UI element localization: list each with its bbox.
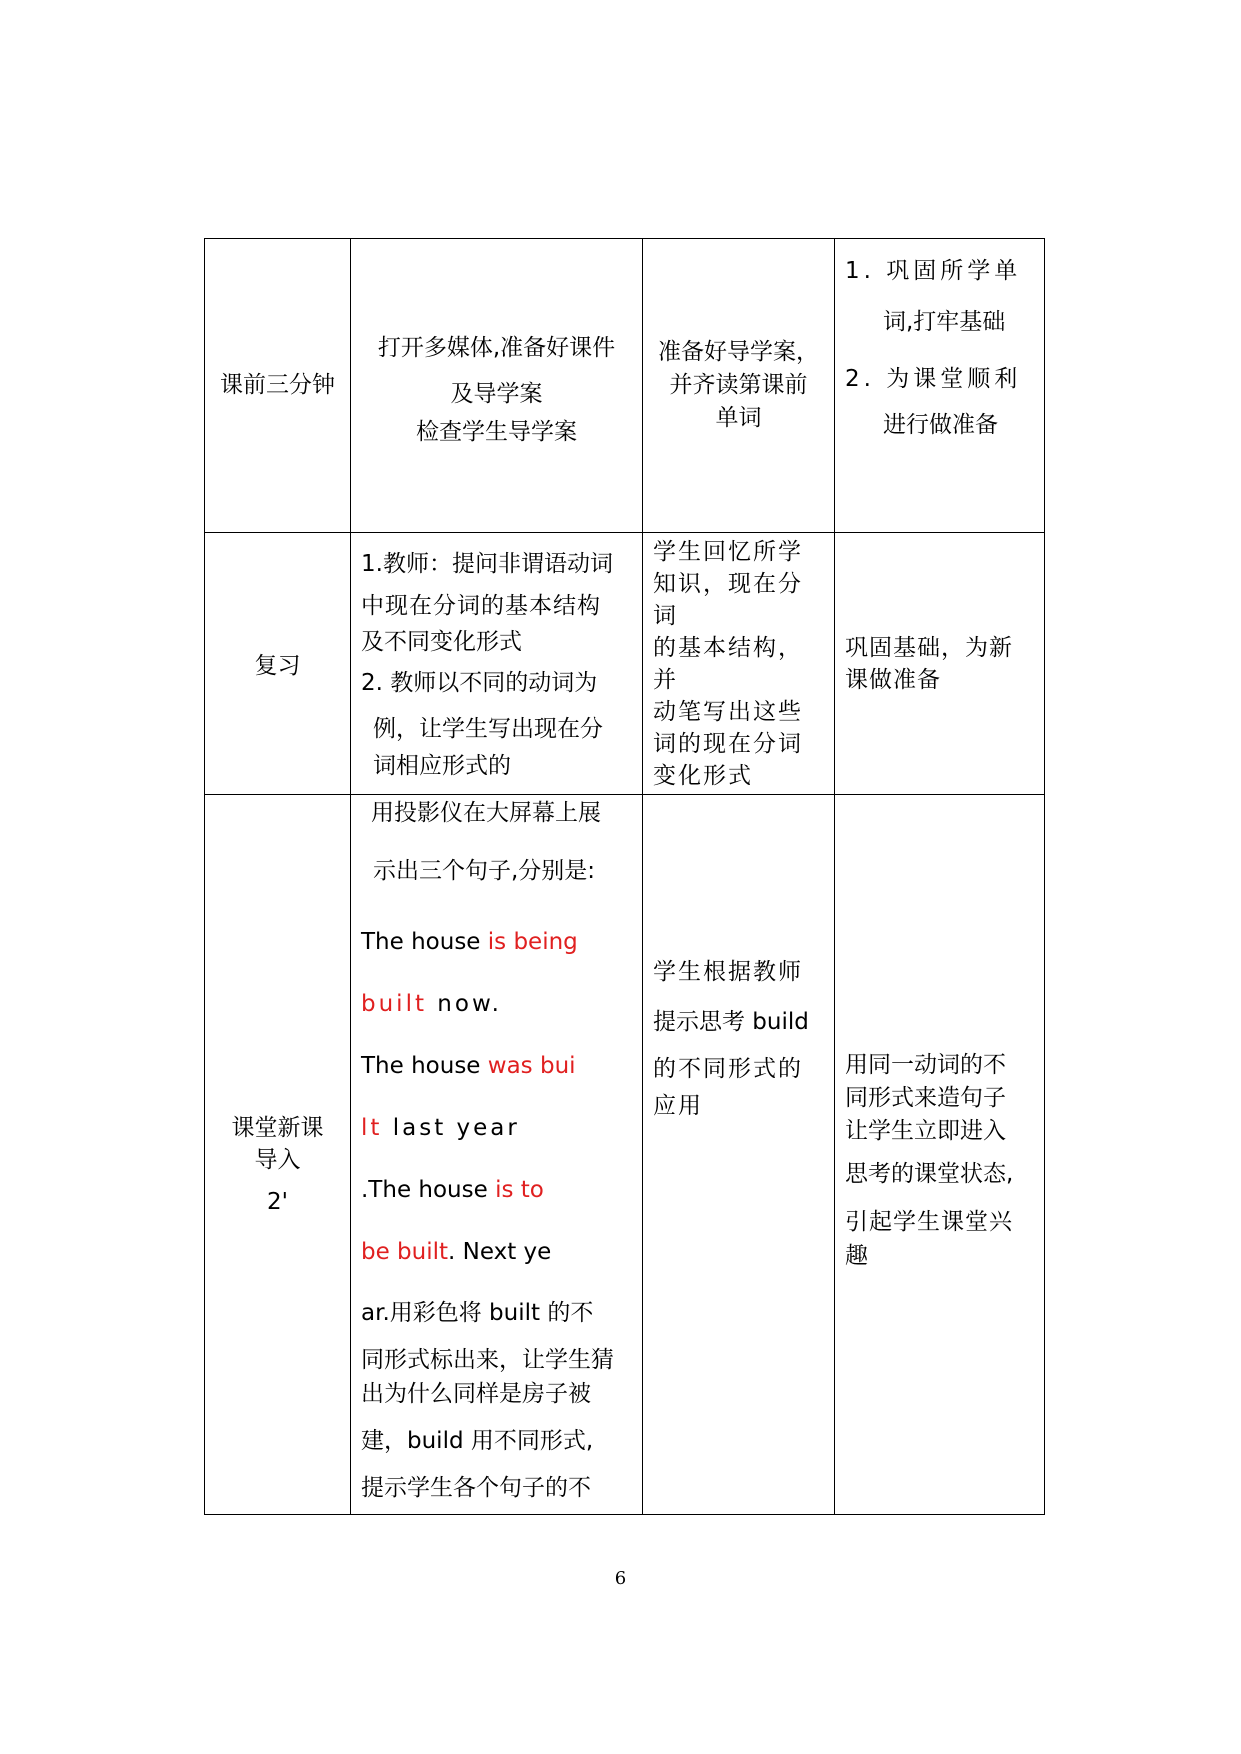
sentence-1-cont [361, 973, 632, 1035]
teacher-line: 检查学生导学案 [416, 418, 577, 445]
teacher-line: 用彩色将 built 的不 [389, 1300, 594, 1326]
highlight-verb: was bui [487, 1053, 576, 1079]
purpose-line: 2. 为课堂顺利 [845, 366, 1022, 392]
teacher-line: 1.教师：提问非谓语动词 [361, 551, 613, 577]
sentence-text: . Next ye [448, 1239, 552, 1265]
student-line: 变化形式 [653, 762, 753, 789]
teacher-line: 词相应形式的 [373, 753, 511, 779]
sentence-text: .The house [361, 1177, 496, 1203]
student-line: 应用 [653, 1093, 703, 1119]
page-number: 6 [614, 1568, 627, 1589]
sentence-2-cont [361, 1097, 632, 1159]
sentence-3 [361, 1159, 632, 1221]
sentence-1 [361, 911, 632, 973]
sentence-text: The house [361, 1053, 488, 1079]
teacher-cell [351, 533, 643, 795]
purpose-line: 同形式来造句子 [845, 1085, 1006, 1111]
purpose-cell [835, 795, 1045, 1515]
teacher-intro: 示出三个句子,分别是: [373, 858, 596, 884]
student-line: 单词 [715, 405, 762, 431]
student-line: 词的现在分词 [653, 730, 803, 757]
highlight-verb: is being [487, 929, 578, 955]
sentence-text: ar. [361, 1300, 390, 1326]
student-cell [643, 533, 835, 795]
student-line: 动笔写出这些 [653, 698, 803, 725]
highlight-verb: built [361, 991, 427, 1017]
purpose-line: 巩固基础，为新 [845, 634, 1013, 661]
sentence-2 [361, 1035, 632, 1097]
stage-label: 复习 [254, 653, 301, 679]
lesson-plan-table [204, 238, 1045, 1515]
purpose-line: 思考的课堂状态, [845, 1161, 1014, 1187]
teacher-line: 同形式标出来，让学生猜 [361, 1347, 614, 1373]
teacher-cell [351, 239, 643, 533]
teacher-line: 出为什么同样是房子被 [361, 1381, 591, 1407]
stage-label: 导入 [254, 1146, 301, 1173]
purpose-cell [835, 533, 1045, 795]
highlight-verb: is to [495, 1177, 544, 1203]
teacher-line: 中现在分词的基本结构 [361, 593, 601, 619]
purpose-line: 词,打牢基础 [883, 309, 1006, 335]
highlight-verb: be built [361, 1239, 449, 1265]
teacher-line: 及导学案 [450, 380, 543, 407]
table-row [205, 795, 1045, 1515]
student-line: 学生回忆所学 [653, 538, 803, 565]
stage-label: 课堂新课 [231, 1114, 324, 1141]
student-line: 提示思考 build [653, 1009, 809, 1035]
sentence-text: now. [426, 991, 502, 1017]
stage-cell [205, 239, 351, 533]
teacher-line: 建，build 用不同形式, [361, 1428, 594, 1454]
sentence-3-cont [361, 1221, 632, 1283]
purpose-line: 引起学生课堂兴 [845, 1209, 1013, 1235]
teacher-line: 打开多媒体,准备好课件 [377, 334, 616, 361]
teacher-line: 提示学生各个句子的不 [361, 1475, 591, 1501]
student-line: 知识，现在分词 [653, 570, 803, 629]
highlight-verb: lt [361, 1115, 383, 1141]
purpose-line: 趣 [845, 1243, 868, 1269]
sentence-text: The house [361, 929, 488, 955]
purpose-line: 进行做准备 [883, 412, 998, 438]
purpose-cell [835, 239, 1045, 533]
table-row [205, 533, 1045, 795]
sentence-text: last year [382, 1115, 520, 1141]
stage-cell [205, 533, 351, 795]
stage-label: 课前三分钟 [220, 372, 335, 398]
student-line: 的基本结构，并 [653, 634, 803, 693]
teacher-line: 2. 教师以不同的动词为 [361, 670, 598, 696]
purpose-line: 用同一动词的不 [845, 1052, 1006, 1078]
teacher-line: 及不同变化形式 [361, 629, 522, 655]
student-cell [643, 795, 835, 1515]
student-line: 的不同形式的 [653, 1056, 803, 1082]
student-line: 准备好导学案， [658, 339, 819, 365]
student-cell [643, 239, 835, 533]
student-line: 学生根据教师 [653, 959, 803, 985]
stage-duration: 2' [267, 1188, 288, 1215]
teacher-cell [351, 795, 643, 1515]
purpose-line: 课做准备 [845, 666, 941, 693]
table-row [205, 239, 1045, 533]
purpose-line: 让学生立即进入 [845, 1118, 1006, 1144]
student-line: 并齐读第课前 [669, 372, 808, 398]
teacher-intro: 用投影仪在大屏幕上展 [371, 800, 601, 826]
teacher-after [361, 1283, 632, 1343]
teacher-line: 例，让学生写出现在分 [373, 716, 603, 742]
purpose-line: 1. 巩固所学单 [845, 258, 1022, 284]
stage-cell [205, 795, 351, 1515]
